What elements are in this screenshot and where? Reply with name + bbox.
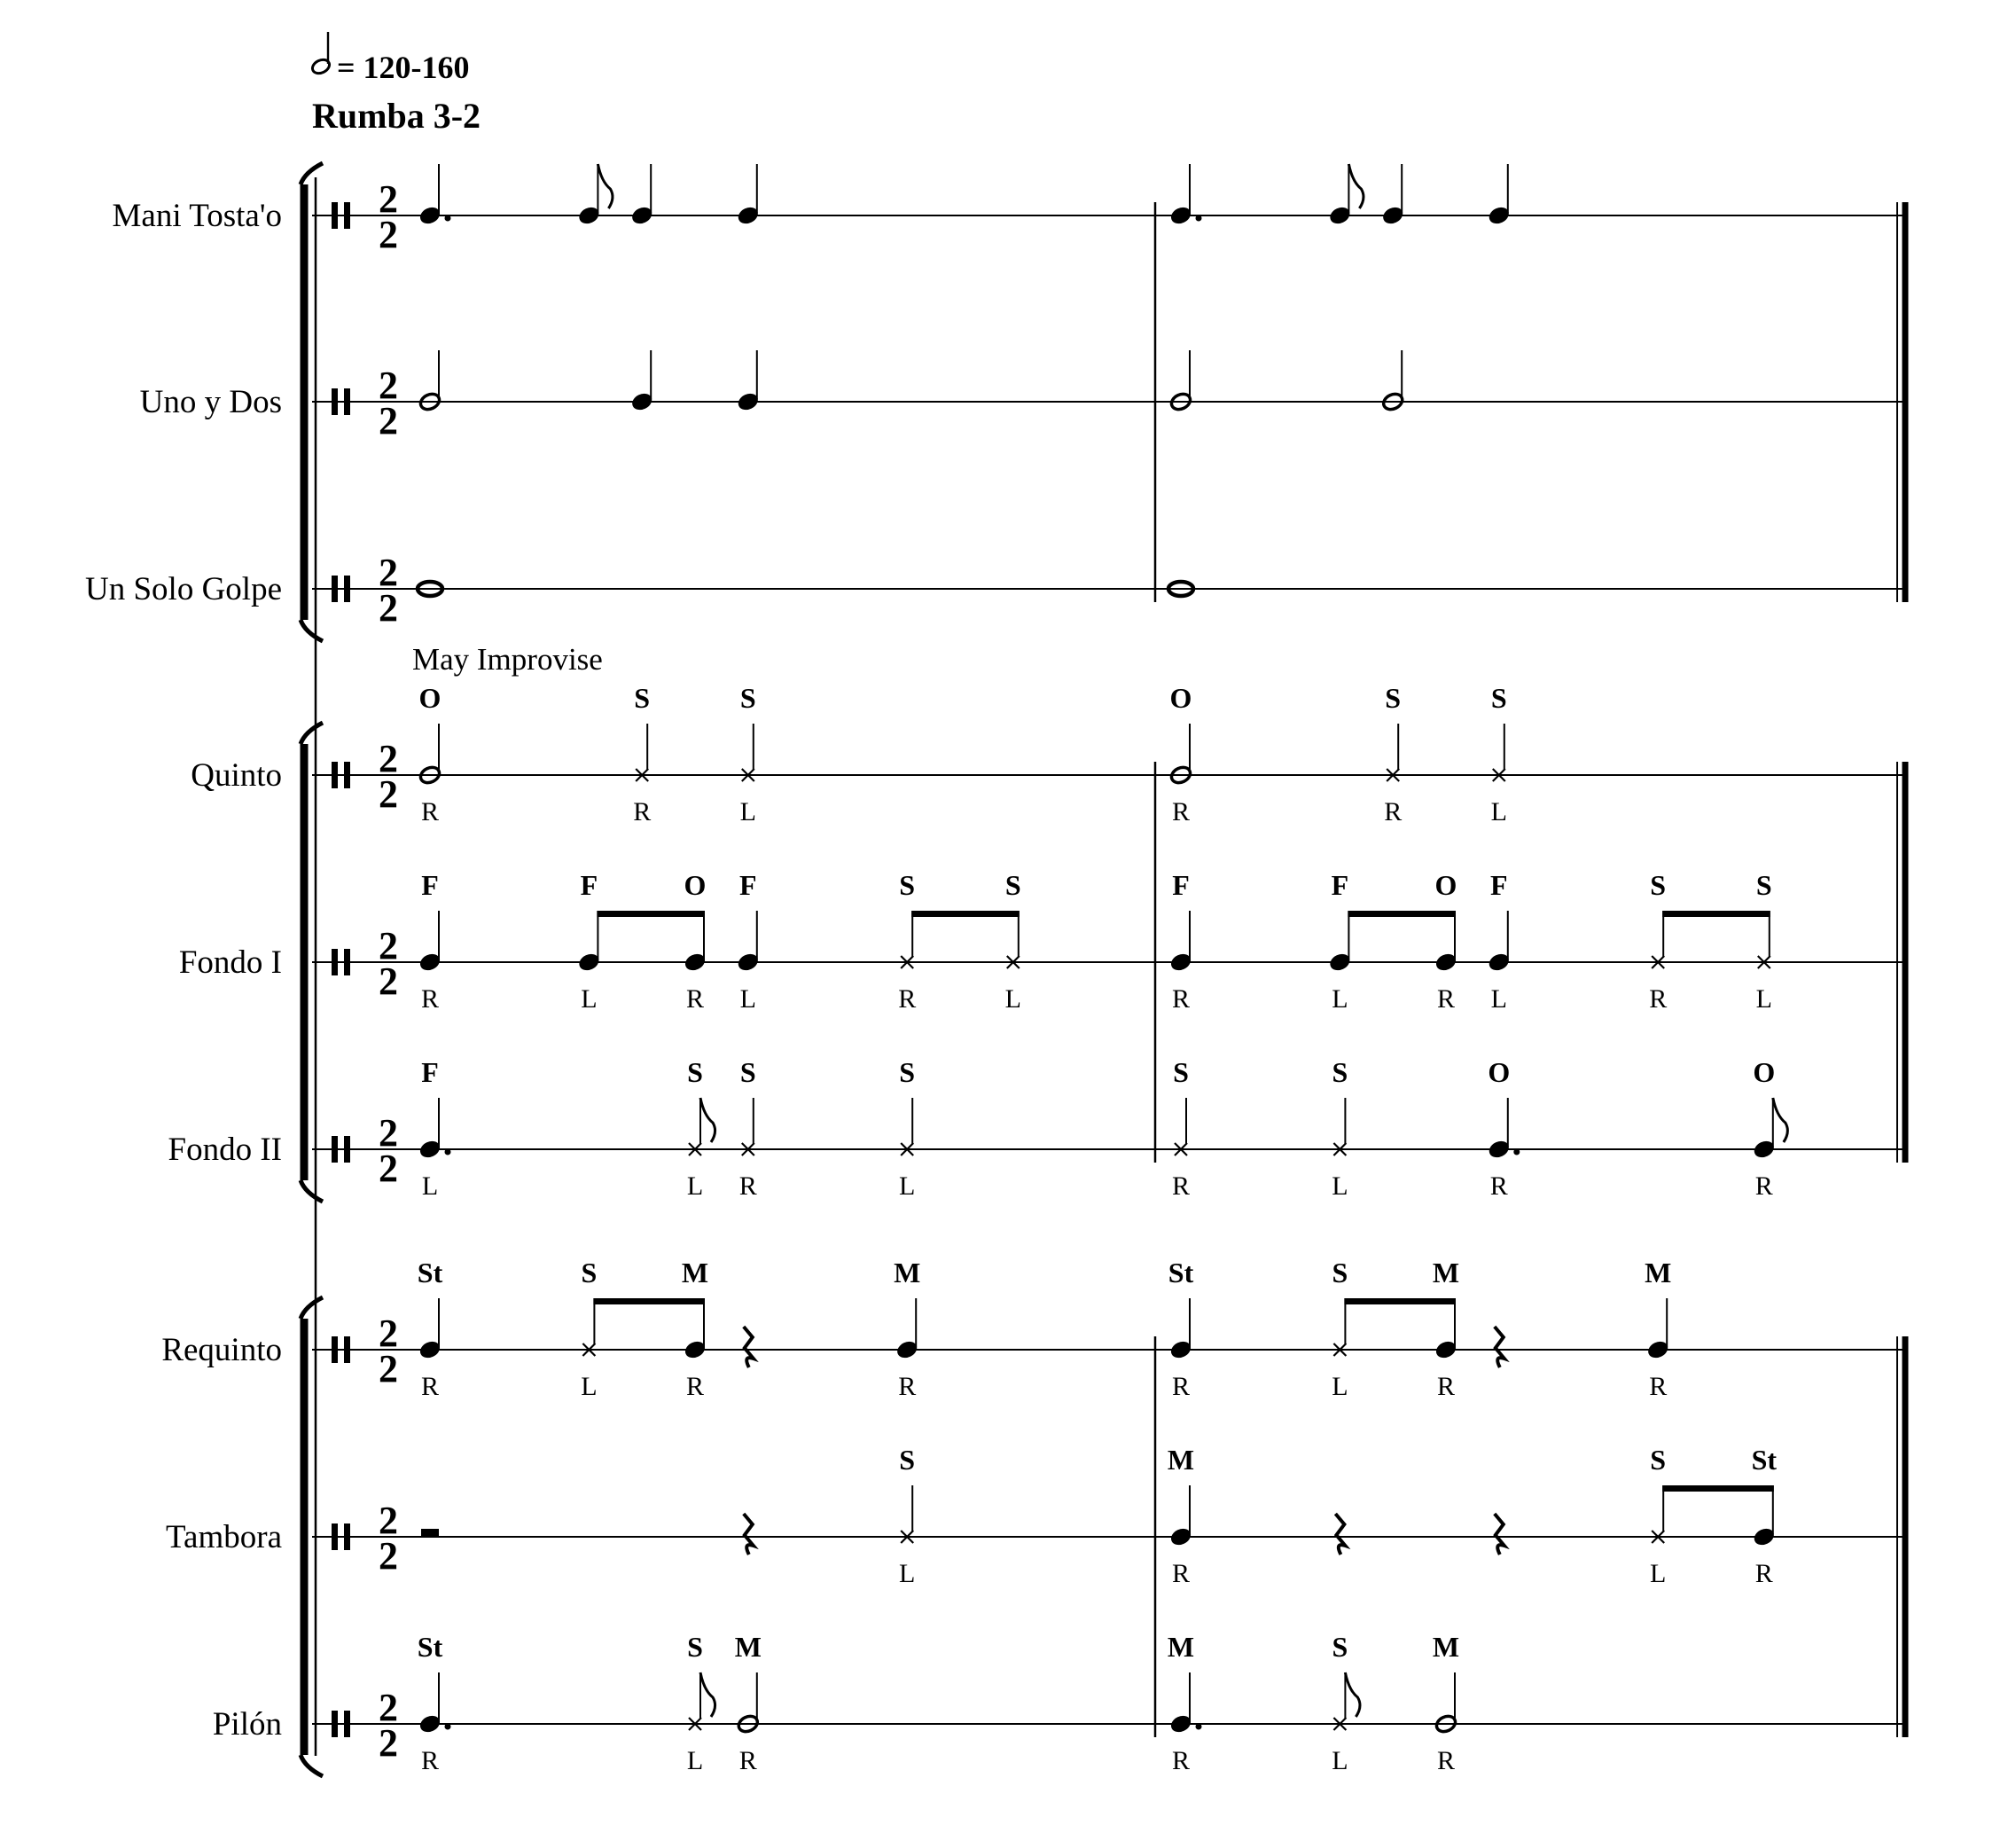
- sticking-label: L: [739, 797, 756, 826]
- stroke-articulation: O: [1169, 682, 1192, 714]
- bracket-hook: [301, 723, 323, 744]
- bracket-hook: [301, 620, 323, 641]
- sticking-label: R: [1754, 1171, 1773, 1201]
- eighth-beam: [593, 1298, 705, 1304]
- stroke-articulation: S: [1385, 682, 1402, 714]
- time-signature-top: 2: [379, 551, 398, 594]
- bracket-hook: [301, 163, 323, 184]
- sticking-label: R: [1171, 1559, 1191, 1588]
- stroke-articulation: M: [1432, 1257, 1460, 1288]
- stroke-articulation: O: [1434, 869, 1457, 901]
- stroke-articulation: O: [418, 682, 441, 714]
- eighth-flag-icon: [1348, 164, 1364, 208]
- quarter-rest-icon: [1495, 1327, 1504, 1367]
- augmentation-dot: [1196, 1724, 1202, 1730]
- time-signature-bottom: 2: [379, 586, 398, 630]
- stroke-articulation: M: [1167, 1631, 1195, 1663]
- sticking-label: R: [738, 1746, 757, 1775]
- stroke-articulation: S: [899, 869, 916, 901]
- sticking-label: L: [899, 1171, 916, 1201]
- stroke-articulation: S: [1332, 1056, 1348, 1088]
- sticking-label: R: [1171, 1746, 1191, 1775]
- sticking-label: L: [899, 1559, 916, 1588]
- time-signature-bottom: 2: [379, 1147, 398, 1190]
- sticking-label: R: [420, 797, 440, 826]
- sticking-label: L: [1490, 984, 1507, 1014]
- instrument-name: Requinto: [161, 1332, 282, 1368]
- stroke-articulation: M: [1432, 1631, 1460, 1663]
- time-signature-top: 2: [379, 1686, 398, 1729]
- sticking-label: R: [1649, 984, 1668, 1014]
- percussion-clef-icon: [332, 202, 338, 229]
- instrument-name: Uno y Dos: [139, 384, 282, 420]
- sticking-label: R: [685, 984, 705, 1014]
- percussion-clef-icon: [332, 1711, 338, 1737]
- eighth-beam: [597, 911, 705, 917]
- sticking-label: L: [581, 1372, 598, 1401]
- percussion-clef-icon: [344, 1711, 350, 1737]
- time-signature-bottom: 2: [379, 772, 398, 816]
- quarter-rest-icon: [744, 1327, 754, 1367]
- time-signature-bottom: 2: [379, 1721, 398, 1765]
- percussion-clef-icon: [344, 949, 350, 975]
- percussion-clef-icon: [344, 576, 350, 602]
- time-signature-top: 2: [379, 1312, 398, 1355]
- stroke-articulation: S: [739, 1056, 756, 1088]
- stroke-articulation: M: [1645, 1257, 1672, 1288]
- stroke-articulation: O: [1488, 1056, 1511, 1088]
- sticking-label: L: [1332, 1746, 1348, 1775]
- instrument-name: Quinto: [191, 757, 282, 794]
- tempo-text: = 120-160: [337, 50, 470, 85]
- stroke-articulation: O: [684, 869, 707, 901]
- augmentation-dot: [1196, 215, 1202, 222]
- bracket-hook: [301, 1755, 323, 1776]
- eighth-flag-icon: [598, 164, 613, 208]
- time-signature-bottom: 2: [379, 399, 398, 443]
- time-signature-bottom: 2: [379, 1347, 398, 1390]
- stroke-articulation: St: [1168, 1257, 1194, 1288]
- percussion-clef-icon: [344, 1336, 350, 1363]
- stroke-articulation: St: [417, 1257, 443, 1288]
- sticking-label: R: [685, 1372, 705, 1401]
- eighth-beam: [1662, 911, 1770, 917]
- percussion-clef-icon: [332, 576, 338, 602]
- stroke-articulation: M: [734, 1631, 762, 1663]
- percussion-clef-icon: [332, 949, 338, 975]
- augmentation-dot: [445, 1149, 451, 1155]
- augmentation-dot: [445, 215, 451, 222]
- time-signature-top: 2: [379, 177, 398, 221]
- sticking-label: R: [1754, 1559, 1773, 1588]
- augmentation-dot: [445, 1724, 451, 1730]
- stroke-articulation: S: [581, 1257, 598, 1288]
- stroke-articulation: F: [739, 869, 757, 901]
- sticking-label: R: [1171, 984, 1191, 1014]
- stroke-articulation: S: [1650, 1444, 1667, 1476]
- instrument-name: Fondo I: [178, 944, 282, 981]
- bracket-hook: [301, 1297, 323, 1319]
- stroke-articulation: M: [894, 1257, 921, 1288]
- stroke-articulation: S: [1332, 1631, 1348, 1663]
- sticking-label: L: [1755, 984, 1772, 1014]
- sticking-label: R: [1649, 1372, 1668, 1401]
- stroke-articulation: F: [1331, 869, 1349, 901]
- stroke-articulation: S: [1004, 869, 1021, 901]
- sticking-label: R: [1436, 984, 1456, 1014]
- augmentation-dot: [1513, 1149, 1520, 1155]
- instrument-name: Un Solo Golpe: [85, 571, 282, 607]
- stroke-articulation: S: [899, 1444, 916, 1476]
- sticking-label: L: [1490, 797, 1507, 826]
- sticking-label: R: [633, 797, 652, 826]
- sticking-label: L: [686, 1746, 704, 1775]
- quarter-rest-icon: [1335, 1514, 1345, 1555]
- stroke-articulation: O: [1753, 1056, 1776, 1088]
- time-signature-top: 2: [379, 1111, 398, 1155]
- sticking-label: L: [1332, 984, 1348, 1014]
- staff-system: [85, 163, 1905, 1776]
- eighth-flag-icon: [1345, 1672, 1360, 1717]
- sticking-label: L: [421, 1171, 439, 1201]
- half-rest-icon: [421, 1529, 439, 1537]
- page-title: Rumba 3-2: [312, 96, 481, 136]
- sticking-label: R: [1171, 1171, 1191, 1201]
- percussion-clef-icon: [344, 1523, 350, 1550]
- instrument-name: Tambora: [166, 1519, 282, 1555]
- sticking-label: R: [1436, 1372, 1456, 1401]
- eighth-beam: [1344, 1298, 1456, 1304]
- percussion-clef-icon: [332, 388, 338, 415]
- stroke-articulation: S: [634, 682, 651, 714]
- stroke-articulation: S: [1650, 869, 1667, 901]
- sticking-label: R: [898, 984, 917, 1014]
- stroke-articulation: F: [421, 1056, 439, 1088]
- sticking-label: L: [739, 984, 756, 1014]
- percussion-clef-icon: [332, 1136, 338, 1163]
- quarter-rest-icon: [744, 1514, 754, 1555]
- sticking-label: L: [1650, 1559, 1667, 1588]
- sticking-label: R: [738, 1171, 757, 1201]
- eighth-flag-icon: [700, 1098, 715, 1142]
- sticking-label: R: [898, 1372, 917, 1401]
- time-signature-top: 2: [379, 924, 398, 967]
- percussion-clef-icon: [332, 762, 338, 788]
- time-signature-top: 2: [379, 737, 398, 780]
- bracket-hook: [301, 1180, 323, 1202]
- sticking-label: R: [420, 1372, 440, 1401]
- time-signature-bottom: 2: [379, 213, 398, 256]
- stroke-articulation: St: [1751, 1444, 1778, 1476]
- time-signature-top: 2: [379, 364, 398, 407]
- sticking-label: R: [420, 984, 440, 1014]
- percussion-clef-icon: [344, 762, 350, 788]
- improvise-annotation: May Improvise: [412, 642, 603, 677]
- sticking-label: L: [1332, 1372, 1348, 1401]
- percussion-clef-icon: [332, 1523, 338, 1550]
- sticking-label: R: [420, 1746, 440, 1775]
- sticking-label: R: [1171, 1372, 1191, 1401]
- instrument-name: Mani Tosta'o: [112, 198, 282, 234]
- eighth-beam: [911, 911, 1020, 917]
- tempo-marking: [310, 32, 470, 85]
- stroke-articulation: S: [1173, 1056, 1189, 1088]
- instrument-name: Pilón: [212, 1706, 282, 1743]
- percussion-clef-icon: [344, 1136, 350, 1163]
- stroke-articulation: S: [899, 1056, 916, 1088]
- stroke-articulation: M: [1167, 1444, 1195, 1476]
- stroke-articulation: S: [687, 1056, 703, 1088]
- stroke-articulation: F: [1172, 869, 1190, 901]
- sticking-label: R: [1436, 1746, 1456, 1775]
- percussion-clef-icon: [344, 202, 350, 229]
- stroke-articulation: S: [1490, 682, 1507, 714]
- stroke-articulation: St: [417, 1631, 443, 1663]
- eighth-flag-icon: [700, 1672, 715, 1717]
- sticking-label: R: [1384, 797, 1403, 826]
- sticking-label: R: [1171, 797, 1191, 826]
- sticking-label: L: [1004, 984, 1021, 1014]
- eighth-flag-icon: [1773, 1098, 1788, 1142]
- stroke-articulation: M: [681, 1257, 709, 1288]
- sticking-label: L: [1332, 1171, 1348, 1201]
- quarter-rest-icon: [1495, 1514, 1504, 1555]
- stroke-articulation: S: [739, 682, 756, 714]
- stroke-articulation: S: [687, 1631, 703, 1663]
- stroke-articulation: F: [580, 869, 598, 901]
- eighth-beam: [1662, 1485, 1774, 1492]
- time-signature-top: 2: [379, 1499, 398, 1542]
- time-signature-bottom: 2: [379, 1534, 398, 1578]
- instrument-name: Fondo II: [168, 1132, 282, 1168]
- percussion-clef-icon: [344, 388, 350, 415]
- stroke-articulation: S: [1332, 1257, 1348, 1288]
- stroke-articulation: F: [1490, 869, 1508, 901]
- sticking-label: L: [686, 1171, 704, 1201]
- percussion-clef-icon: [332, 1336, 338, 1363]
- eighth-beam: [1348, 911, 1456, 917]
- sticking-label: L: [581, 984, 598, 1014]
- sticking-label: R: [1489, 1171, 1508, 1201]
- stroke-articulation: S: [1755, 869, 1772, 901]
- stroke-articulation: F: [421, 869, 439, 901]
- time-signature-bottom: 2: [379, 959, 398, 1003]
